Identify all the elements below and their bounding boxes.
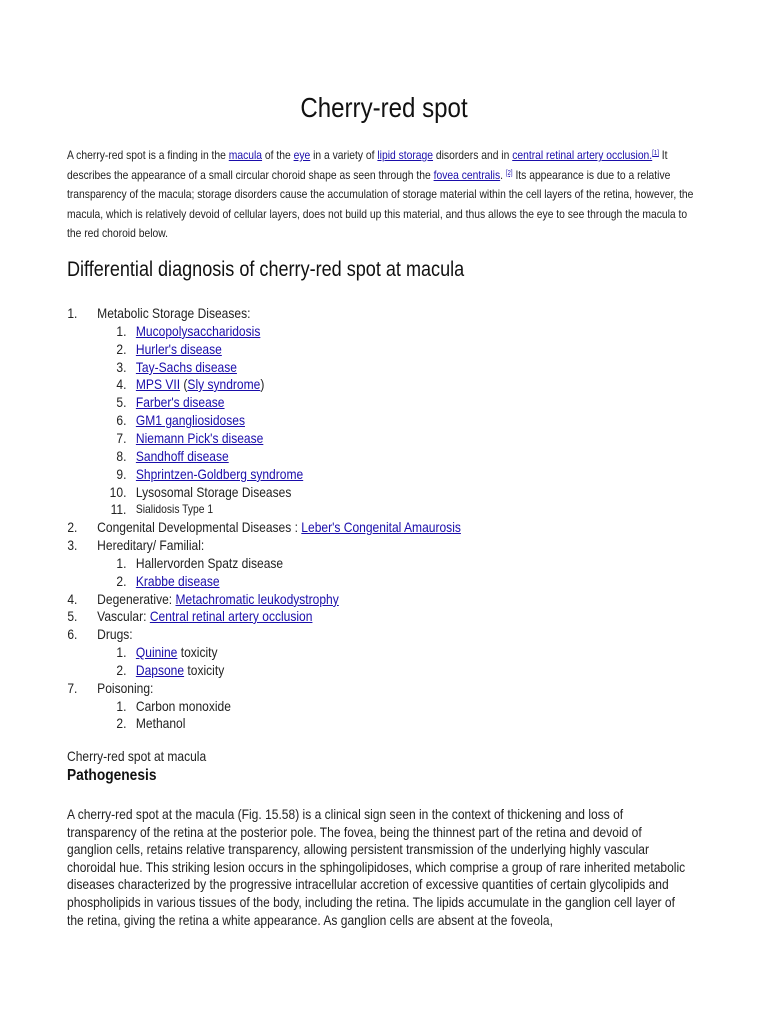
list-item-link[interactable]: Metachromatic leukodystrophy xyxy=(175,591,339,607)
list-item-text: Congenital Developmental Diseases : xyxy=(97,519,302,535)
list-item-number: 11. xyxy=(110,501,127,517)
link-macula[interactable]: macula xyxy=(228,148,263,162)
differential-heading: Differential diagnosis of cherry-red spot at macula xyxy=(67,258,465,281)
list-item-link[interactable]: Leber's Congenital Amaurosis xyxy=(301,519,461,535)
list-item-number: 2. xyxy=(116,341,127,357)
list-item-text: Lysosomal Storage Diseases xyxy=(135,484,292,500)
list-item-link[interactable]: Shprintzen-Goldberg syndrome xyxy=(135,466,304,482)
list-item-text: Methanol xyxy=(135,715,186,731)
list-item-content xyxy=(97,590,339,608)
list-item-content xyxy=(136,429,263,447)
list-item-text: toxicity xyxy=(184,662,225,678)
list-item-text: Degenerative: xyxy=(97,591,176,607)
list-item-number: 4. xyxy=(67,591,78,607)
list-item-text: Hereditary/ Familial: xyxy=(97,537,205,553)
list-item-number: 2. xyxy=(116,573,127,589)
list-item-link[interactable]: Tay-Sachs disease xyxy=(135,359,237,375)
list-item-number: 8. xyxy=(116,448,127,464)
list-item-number: 6. xyxy=(67,626,78,642)
list-item-text: Poisoning: xyxy=(97,680,154,696)
intro-text: in a variety of xyxy=(310,148,378,162)
list-item-content xyxy=(97,625,132,643)
intro-text: It describes the appearance of a small circular choroid shape as seen through the xyxy=(67,148,668,182)
list-item-number: 2. xyxy=(67,519,78,535)
list-item-link[interactable]: Dapsone xyxy=(135,662,185,678)
intro-text: . xyxy=(500,167,506,182)
list-item-number: 2. xyxy=(116,715,127,731)
list-item-text: Metabolic Storage Diseases: xyxy=(97,305,251,321)
list-item-number: 6. xyxy=(116,412,127,428)
list-item-text: Hallervorden Spatz disease xyxy=(135,555,284,571)
list-item-number: 7. xyxy=(67,680,78,696)
list-item-content xyxy=(97,304,250,322)
list-item-number: 10. xyxy=(109,484,127,500)
list-item-content xyxy=(136,500,213,518)
list-item-content xyxy=(136,483,291,501)
list-item-link[interactable]: Mucopolysaccharidosis xyxy=(135,323,261,339)
list-item-content xyxy=(136,411,245,429)
reference-2[interactable]: [2] xyxy=(505,169,513,177)
list-item-text: toxicity xyxy=(177,644,218,660)
list-item-number: 1. xyxy=(67,305,78,321)
list-item-content xyxy=(136,572,220,590)
reference-1[interactable]: [1] xyxy=(652,150,659,157)
intro-text: A cherry-red spot is a finding in the xyxy=(67,148,229,162)
intro-text: disorders and in xyxy=(433,148,513,162)
list-item-content xyxy=(97,518,461,536)
list-item-number: 4. xyxy=(116,376,127,392)
list-item-text: Sialidosis Type 1 xyxy=(135,502,214,516)
list-item-content xyxy=(97,607,312,625)
list-item-number: 3. xyxy=(116,359,127,375)
list-item-number: 5. xyxy=(67,608,78,624)
list-item-number: 1. xyxy=(116,323,127,339)
list-item-content xyxy=(136,322,260,340)
page-title: Cherry-red spot xyxy=(300,92,468,123)
list-item-content xyxy=(136,465,303,483)
list-item-content xyxy=(136,340,222,358)
list-item-content xyxy=(136,697,231,715)
list-item-link[interactable]: Farber's disease xyxy=(135,394,225,410)
list-item-content xyxy=(136,375,264,393)
list-item-link[interactable]: GM1 gangliosidoses xyxy=(135,412,245,428)
list-item-content xyxy=(136,393,225,411)
link-central-retinal-artery-occlusion[interactable]: central retinal artery occlusion. xyxy=(512,148,653,162)
list-item-text: ) xyxy=(260,376,265,392)
link-eye[interactable]: eye xyxy=(293,148,311,162)
pathogenesis-paragraph: A cherry-red spot at the macula (Fig. 15.58) is a clinical sign seen in the context of thickening and loss of transparency of the retina at the posterior pole. The fovea, being the thinnest part of the retina and devoid of ganglion cells, retains relative transparency, allowing persistent transmission of the underlying highly vascular choroidal hue. This striking lesion occurs in the sphingolipidoses, which comprise a group of rare inherited metabolic diseases characterized by the progressive intracellular accretion of excessive quantities of certain glycolipids and phospholipids in various tissues of the body, including the retina. The lipids accumulate in the ganglion cell layer of the retina, giving the retina a white appearance. As ganglion cells are absent at the foveola, xyxy=(67,806,686,928)
intro-paragraph xyxy=(67,146,695,244)
list-item-content xyxy=(136,714,186,732)
intro-text: of the xyxy=(262,148,294,162)
list-item-number: 3. xyxy=(67,537,78,553)
list-item-text: Carbon monoxide xyxy=(135,698,231,714)
list-item-link[interactable]: Niemann Pick's disease xyxy=(135,430,264,446)
list-item-content xyxy=(97,536,204,554)
list-item-number: 1. xyxy=(116,555,127,571)
list-item-content xyxy=(97,679,153,697)
list-item-link[interactable]: Sandhoff disease xyxy=(135,448,229,464)
list-item-content xyxy=(136,358,237,376)
intro-text: Its appearance is due to a relative transparency of the macula; storage disorders cause the accumulation of storage material within the cell layers of the retina, however, the macula, which is relatively devoid of cellular layers, does not build up this material, and thus allows the eye to see through the macula to the red choroid below. xyxy=(67,167,694,241)
figure-caption: Cherry-red spot at macula xyxy=(67,748,207,764)
list-item-content xyxy=(136,447,229,465)
list-item-number: 1. xyxy=(116,644,127,660)
list-item-content xyxy=(136,661,224,679)
list-item-content xyxy=(136,554,283,572)
list-item-link[interactable]: Quinine xyxy=(135,644,178,660)
list-item-text: Vascular: xyxy=(97,608,150,624)
list-item-text: Drugs: xyxy=(97,626,133,642)
list-item-number: 2. xyxy=(116,662,127,678)
list-item-number: 7. xyxy=(116,430,127,446)
list-item-link[interactable]: Sly syndrome xyxy=(187,376,261,392)
list-item-number: 1. xyxy=(116,698,127,714)
list-item-number: 5. xyxy=(116,394,127,410)
link-lipid-storage[interactable]: lipid storage xyxy=(377,148,434,162)
list-item-text: ( xyxy=(180,376,188,392)
list-item-number: 9. xyxy=(116,466,127,482)
list-item-link[interactable]: Krabbe disease xyxy=(135,573,220,589)
list-item-link[interactable]: Central retinal artery occlusion xyxy=(149,608,313,624)
link-fovea-centralis[interactable]: fovea centralis xyxy=(433,167,501,182)
list-item-link[interactable]: MPS VII xyxy=(135,376,181,392)
pathogenesis-heading: Pathogenesis xyxy=(67,767,157,784)
list-item-content xyxy=(136,643,218,661)
list-item-link[interactable]: Hurler's disease xyxy=(135,341,222,357)
